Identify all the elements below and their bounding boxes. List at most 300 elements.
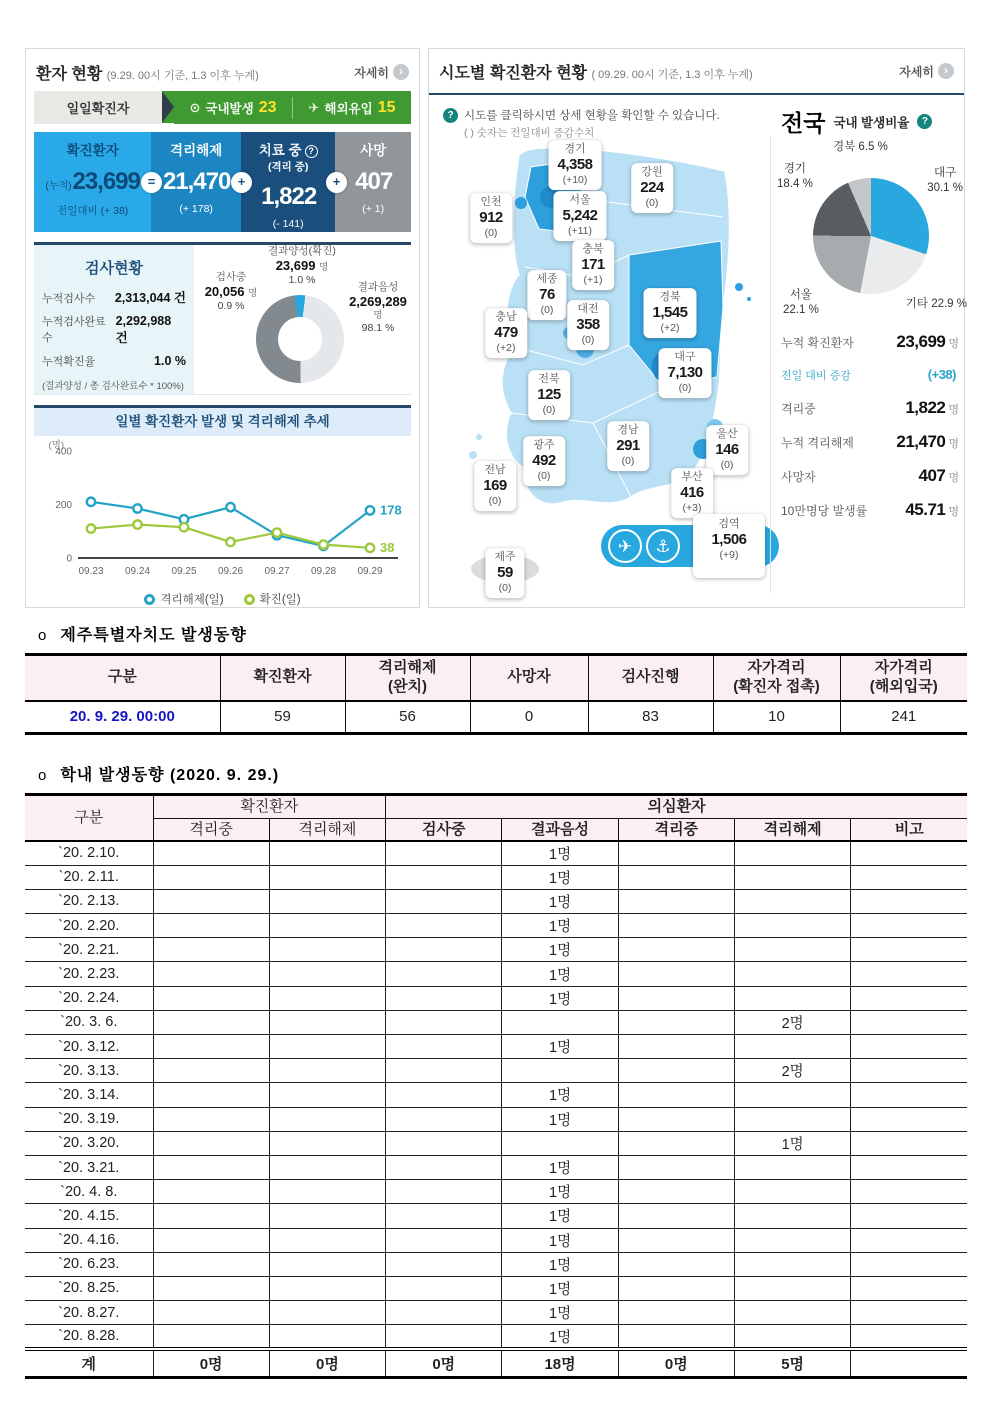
cell-value: [386, 938, 502, 962]
cell-value: [734, 1276, 850, 1300]
chevron-right-icon: ›: [938, 63, 954, 79]
cell-value: [386, 1155, 502, 1179]
national-stat-row: 격리중 1,822 명: [781, 398, 959, 417]
cell-value: 59: [220, 701, 345, 734]
test-status-title: 검사현황: [85, 260, 143, 277]
card-delta: (+ 178): [179, 202, 213, 215]
row-date: `20. 2.11.: [25, 865, 153, 889]
airplane-icon: ✈: [308, 99, 320, 115]
cell-value: 1명: [502, 1155, 618, 1179]
tab-arrow: [162, 91, 174, 123]
cell-value: [386, 1228, 502, 1252]
cell-value: [734, 914, 850, 938]
test-donut-area: [194, 245, 411, 394]
patient-status-panel: [25, 48, 420, 608]
table-row: [25, 889, 967, 913]
cell-value: [618, 1059, 734, 1083]
region-label-부산[interactable]: 부산 416 (+3): [671, 468, 713, 518]
cell-value: [153, 1204, 269, 1228]
table-row: [25, 1010, 967, 1034]
cell-value: [153, 1035, 269, 1059]
donut-label-testing: 검사중 20,056 명 0.9 %: [204, 271, 258, 313]
cell-value: [734, 889, 850, 913]
cell-value: [851, 1131, 967, 1155]
cell-value: [502, 1010, 618, 1034]
legend-ring-icon: [244, 594, 255, 605]
total-value: 0명: [269, 1349, 385, 1378]
cell-value: [269, 986, 385, 1010]
cell-value: [734, 1083, 850, 1107]
cell-value: [851, 1059, 967, 1083]
pie-label-gyeongbuk: 경북 6.5 %: [833, 141, 888, 152]
cell-value: [851, 1155, 967, 1179]
cell-value: [269, 1204, 385, 1228]
tab-daily-label: 일일확진자: [66, 101, 130, 116]
cell-value: 0: [470, 701, 588, 734]
cell-value: [153, 1301, 269, 1325]
map-help-subtext: ( ) 숫자는 전일대비 증감수치: [464, 127, 595, 139]
national-stats-list: [781, 332, 959, 520]
card-label: 사망: [360, 143, 387, 158]
daily-tabbar: [34, 91, 411, 124]
cell-value: 1명: [502, 1180, 618, 1204]
cell-value: [851, 1301, 967, 1325]
card-delta: (+ 1): [362, 202, 385, 215]
operator-badge: +: [326, 172, 347, 193]
cell-value: [153, 1252, 269, 1276]
cell-value: [269, 1059, 385, 1083]
table-row: [25, 1276, 967, 1300]
cell-value: [851, 841, 967, 865]
svg-text:09.26: 09.26: [217, 566, 244, 577]
card-label: 치료 중 ?: [259, 144, 318, 159]
trend-chart-box: [34, 405, 411, 610]
sub-header: 비고: [851, 818, 967, 841]
cell-value: [851, 1010, 967, 1034]
cell-value: [851, 1035, 967, 1059]
cell-value: 1명: [502, 1107, 618, 1131]
region-label-세종[interactable]: 세종 76 (0): [527, 270, 566, 320]
cell-value: [153, 1180, 269, 1204]
test-status-box: [34, 242, 411, 395]
cell-value: [851, 889, 967, 913]
card-delta: (- 141): [272, 217, 304, 230]
cell-value: [618, 1010, 734, 1034]
table-row: [25, 1325, 967, 1349]
cell-value: [153, 841, 269, 865]
national-header: [781, 105, 959, 138]
tab-daily-confirmed[interactable]: [34, 91, 162, 124]
vertical-divider: [770, 137, 771, 593]
cell-value: [734, 1301, 850, 1325]
cell-value: [386, 889, 502, 913]
cell-value: [618, 1131, 734, 1155]
svg-text:200: 200: [55, 500, 72, 511]
svg-text:09.25: 09.25: [171, 566, 197, 577]
cell-value: [618, 1325, 734, 1349]
row-date: `20. 2.24.: [25, 986, 153, 1010]
sub-header: 격리해제: [734, 818, 850, 841]
table-row: [25, 1035, 967, 1059]
cell-value: [269, 1155, 385, 1179]
stat-card-2[interactable]: [241, 132, 336, 232]
regional-subtitle: ( 09.29. 00시 기준, 1.3 이후 누계): [591, 68, 753, 81]
cell-value: [386, 1107, 502, 1131]
region-label-충북[interactable]: 충북 171 (+1): [572, 240, 614, 290]
cell-value: [734, 1155, 850, 1179]
jeju-table-body: [25, 701, 967, 734]
cell-value: [386, 1059, 502, 1083]
region-label-전북[interactable]: 전북 125 (0): [528, 370, 570, 420]
svg-text:09.24: 09.24: [124, 566, 151, 577]
domestic-cases[interactable]: [174, 99, 292, 117]
test-stat-row: 누적확진율 1.0 %: [42, 354, 186, 368]
cell-value: [851, 865, 967, 889]
cell-value: [851, 1228, 967, 1252]
card-value: 23,699: [72, 167, 140, 195]
cell-value: [269, 1083, 385, 1107]
national-stat-row: 전일 대비 증감 (+38): [781, 367, 956, 382]
cell-value: [153, 865, 269, 889]
column-header: 자가격리 (해외입국): [840, 655, 967, 701]
trend-chart-legend: [34, 588, 411, 610]
region-label-인천[interactable]: 인천 912 (0): [470, 193, 512, 243]
cell-value: [153, 938, 269, 962]
donut-label-negative: 결과음성 2,269,289 명 98.1 %: [349, 281, 407, 335]
region-label-제주[interactable]: 제주 59 (0): [485, 548, 524, 598]
cell-value: 1명: [734, 1131, 850, 1155]
cell-value: [851, 1325, 967, 1349]
svg-text:09.29: 09.29: [357, 566, 383, 577]
cell-value: [386, 1276, 502, 1300]
cell-value: [618, 1301, 734, 1325]
cell-value: [269, 1180, 385, 1204]
trend-chart-title: 일별 확진환자 발생 및 격리해제 추세: [34, 408, 411, 436]
cell-value: [386, 1301, 502, 1325]
cell-value: 2명: [734, 1059, 850, 1083]
cell-value: [851, 1180, 967, 1204]
domestic-label: 국내발생: [205, 101, 254, 116]
trend-line-chart: [34, 436, 413, 588]
cell-value: [269, 841, 385, 865]
ship-icon: ⚓: [646, 529, 680, 563]
svg-text:400: 400: [55, 446, 72, 458]
panel-subtitle: (9.29. 00시 기준, 1.3 이후 누계): [106, 69, 259, 82]
donut-label-positive: 결과양성(확진) 23,699 명 1.0 %: [268, 245, 336, 287]
regional-title-text: 시도별 확진환자 현황: [439, 64, 587, 82]
region-label-경기[interactable]: 경기 4,358 (+10): [548, 140, 601, 190]
cell-value: [734, 986, 850, 1010]
cell-value: [153, 1228, 269, 1252]
card-delta: 전일대비 (+ 38): [57, 204, 129, 217]
row-date: `20. 2.23.: [25, 962, 153, 986]
cell-value: [851, 1252, 967, 1276]
table-row: [25, 1107, 967, 1131]
domestic-count: 23: [258, 98, 277, 116]
column-header: 자가격리 (확진자 접촉): [713, 655, 840, 701]
cell-value: 1명: [502, 986, 618, 1010]
legend-item: 확진(일): [244, 591, 301, 607]
cell-value: 1명: [502, 938, 618, 962]
column-header: 검사진행: [588, 655, 713, 701]
cell-value: 83: [588, 701, 713, 734]
total-row: [25, 1349, 967, 1378]
cell-value: [153, 1131, 269, 1155]
cell-value: [153, 1325, 269, 1349]
quarantine-pill[interactable]: [601, 518, 779, 567]
header-rule: [429, 93, 964, 95]
row-date: `20. 6.23.: [25, 1252, 153, 1276]
cell-value: [386, 1083, 502, 1107]
cell-value: [153, 986, 269, 1010]
row-date: `20. 2.21.: [25, 938, 153, 962]
test-stat-row: 누적검사완료수 2,292,988 건: [42, 314, 172, 345]
table-row: [25, 986, 967, 1010]
table-row: [25, 914, 967, 938]
cell-value: [734, 962, 850, 986]
pie-label-daegu: 대구 30.1 %: [927, 167, 963, 194]
detail-link[interactable]: [354, 64, 409, 81]
table-row: [25, 1059, 967, 1083]
ratio-pie-chart: [813, 178, 929, 294]
cell-value: [386, 914, 502, 938]
national-stat-row: 사망자 407 명: [781, 466, 959, 485]
card-value: 407: [355, 167, 393, 195]
cell-value: [386, 986, 502, 1010]
row-date: `20. 2.10.: [25, 841, 153, 865]
regional-detail-link[interactable]: [899, 63, 954, 80]
question-icon: ?: [305, 145, 318, 158]
cell-value: [734, 1180, 850, 1204]
sub-header: 격리중: [618, 818, 734, 841]
cell-value: [851, 962, 967, 986]
cell-value: [153, 1155, 269, 1179]
test-stat-row: 누적검사수 2,313,044 건: [42, 291, 186, 305]
row-date: `20. 8.27.: [25, 1301, 153, 1325]
stat-card-0[interactable]: [34, 132, 151, 232]
cell-value: [618, 1035, 734, 1059]
row-date: `20. 3.21.: [25, 1155, 153, 1179]
row-date: `20. 3.19.: [25, 1107, 153, 1131]
question-icon: ?: [443, 108, 458, 123]
region-label-광주[interactable]: 광주 492 (0): [523, 436, 565, 486]
cell-value: [269, 1301, 385, 1325]
school-section-title: o 학내 발생동향 (2020. 9. 29.): [38, 767, 280, 784]
column-header: 사망자: [470, 655, 588, 701]
region-label-경북[interactable]: 경북 1,545 (+2): [643, 288, 696, 338]
stat-card-1[interactable]: [151, 132, 241, 232]
cell-value: [734, 1035, 850, 1059]
svg-text:09.27: 09.27: [264, 566, 290, 577]
cell-value: [153, 1276, 269, 1300]
cell-value: [269, 938, 385, 962]
region-label-전남[interactable]: 전남 169 (0): [474, 461, 516, 511]
cell-value: [386, 1180, 502, 1204]
table-row: [25, 1180, 967, 1204]
svg-text:38: 38: [380, 539, 395, 555]
panel-title: [36, 61, 259, 84]
row-date: `20. 8.25.: [25, 1276, 153, 1300]
cell-value: [734, 938, 850, 962]
cell-value: [153, 889, 269, 913]
cell-value: [153, 914, 269, 938]
cell-value: [851, 938, 967, 962]
cell-value: [153, 1107, 269, 1131]
stat-cards-row: [34, 132, 411, 232]
sub-header: 격리중: [153, 818, 269, 841]
total-value: 0명: [386, 1349, 502, 1378]
row-date: `20. 4.16.: [25, 1228, 153, 1252]
cell-value: 241: [840, 701, 967, 734]
cell-value: [269, 1107, 385, 1131]
card-label: 확진환자: [66, 143, 119, 158]
national-stat-row: 10만명당 발생률 45.71 명: [781, 500, 959, 519]
table-row: [25, 1204, 967, 1228]
total-value: 0명: [618, 1349, 734, 1378]
cell-value: [269, 962, 385, 986]
sub-header: 검사중: [386, 818, 502, 841]
imported-label: 해외유입: [324, 101, 373, 116]
daily-breakdown-bar: [174, 91, 411, 124]
cell-value: [386, 865, 502, 889]
cell-value: [269, 1131, 385, 1155]
quarantine-label: 검역 1,506 (+9): [693, 514, 765, 578]
cell-value: 1명: [502, 914, 618, 938]
svg-text:09.28: 09.28: [310, 566, 337, 577]
regional-title: [439, 60, 753, 83]
total-value: 0명: [153, 1349, 269, 1378]
jeju-status-table: [25, 653, 967, 735]
cell-value: 1명: [502, 1325, 618, 1349]
national-title: 전국: [781, 110, 826, 136]
cell-value: [269, 1228, 385, 1252]
map-help-text: 시도를 클릭하시면 상세 현황을 확인할 수 있습니다.: [464, 110, 720, 122]
cell-value: [153, 962, 269, 986]
cell-value: [618, 841, 734, 865]
national-summary: [777, 105, 967, 534]
svg-text:(명): (명): [48, 440, 64, 451]
table-row: [25, 962, 967, 986]
cell-value: [734, 1228, 850, 1252]
question-icon[interactable]: ?: [917, 114, 932, 129]
pie-label-seoul: 서울 22.1 %: [783, 289, 819, 317]
patient-status-header: [34, 57, 411, 87]
cell-value: [734, 1252, 850, 1276]
card-label: 격리해제: [170, 143, 223, 158]
card-value: 21,470: [162, 167, 231, 195]
row-date: `20. 3.12.: [25, 1035, 153, 1059]
cell-value: 1명: [502, 1301, 618, 1325]
cell-value: 1명: [502, 865, 618, 889]
row-date: `20. 4.15.: [25, 1204, 153, 1228]
cell-value: [618, 962, 734, 986]
cell-value: [618, 1107, 734, 1131]
cell-value: [851, 1276, 967, 1300]
column-header: 구분: [25, 655, 220, 701]
cell-value: [153, 1059, 269, 1083]
table-row: [25, 1301, 967, 1325]
test-status-rows: [42, 288, 186, 369]
cell-value: [269, 865, 385, 889]
cell-value: [269, 1035, 385, 1059]
region-label-충남[interactable]: 충남 479 (+2): [485, 308, 527, 358]
region-label-대전[interactable]: 대전 358 (0): [567, 300, 609, 350]
row-date: `20. 3. 6.: [25, 1010, 153, 1034]
region-label-울산[interactable]: 울산 146 (0): [706, 425, 748, 475]
cell-value: [851, 1204, 967, 1228]
school-status-table: [25, 793, 967, 1379]
regional-header: [429, 49, 964, 85]
table-row: [25, 841, 967, 865]
cell-value: [851, 986, 967, 1010]
test-status-summary: [34, 245, 194, 394]
total-value: [851, 1349, 967, 1378]
corner-header: 구분: [25, 795, 153, 842]
panel-title-text: 환자 현황: [36, 65, 103, 83]
cell-value: [734, 841, 850, 865]
table-row: [25, 1155, 967, 1179]
school-table-body: [25, 841, 967, 1378]
table-row: [25, 701, 967, 734]
imported-count: 15: [377, 98, 396, 116]
cell-value: 2명: [734, 1010, 850, 1034]
legend-ring-icon: [144, 594, 155, 605]
table-row: [25, 1131, 967, 1155]
chevron-right-icon: ›: [393, 64, 409, 80]
legend-item: 격리해제(일): [144, 591, 223, 607]
school-table-header: [25, 795, 967, 842]
cell-value: [618, 1204, 734, 1228]
cell-value: [269, 1010, 385, 1034]
row-date: `20. 4. 8.: [25, 1180, 153, 1204]
table-row: [25, 1228, 967, 1252]
table-row: [25, 865, 967, 889]
row-date: `20. 2.13.: [25, 889, 153, 913]
region-label-경남[interactable]: 경남 291 (0): [607, 421, 649, 471]
test-status-note: (결과양성 / 총 검사완료수 * 100%): [42, 381, 184, 392]
cell-value: [153, 1010, 269, 1034]
group-header-confirmed: 확진환자: [153, 795, 386, 819]
map-help-line: [443, 107, 720, 123]
national-stat-row: 누적 격리해제 21,470 명: [781, 432, 959, 451]
cell-value: 10: [713, 701, 840, 734]
cell-value: [618, 1180, 734, 1204]
cell-value: [386, 962, 502, 986]
imported-cases[interactable]: [293, 99, 411, 117]
cell-value: 1명: [502, 1252, 618, 1276]
cell-value: [386, 1131, 502, 1155]
pie-label-etc: 기타 22.9 %: [905, 298, 967, 311]
cell-value: [618, 865, 734, 889]
row-date: 20. 9. 29. 00:00: [25, 701, 220, 734]
row-date: `20. 2.20.: [25, 914, 153, 938]
cell-value: 1명: [502, 962, 618, 986]
cell-value: [618, 914, 734, 938]
cell-value: [851, 1083, 967, 1107]
region-label-강원[interactable]: 강원 224 (0): [631, 163, 673, 213]
cell-value: 1명: [502, 1204, 618, 1228]
regional-detail-label: 자세히: [899, 64, 934, 79]
cell-value: [618, 938, 734, 962]
region-label-대구[interactable]: 대구 7,130 (0): [658, 348, 711, 398]
operator-badge: =: [141, 172, 162, 193]
cell-value: [734, 1107, 850, 1131]
cell-value: [269, 889, 385, 913]
cell-value: 1명: [502, 1276, 618, 1300]
cell-value: [618, 1155, 734, 1179]
region-label-서울[interactable]: 서울 5,242 (+11): [553, 191, 606, 241]
cell-value: [386, 1325, 502, 1349]
